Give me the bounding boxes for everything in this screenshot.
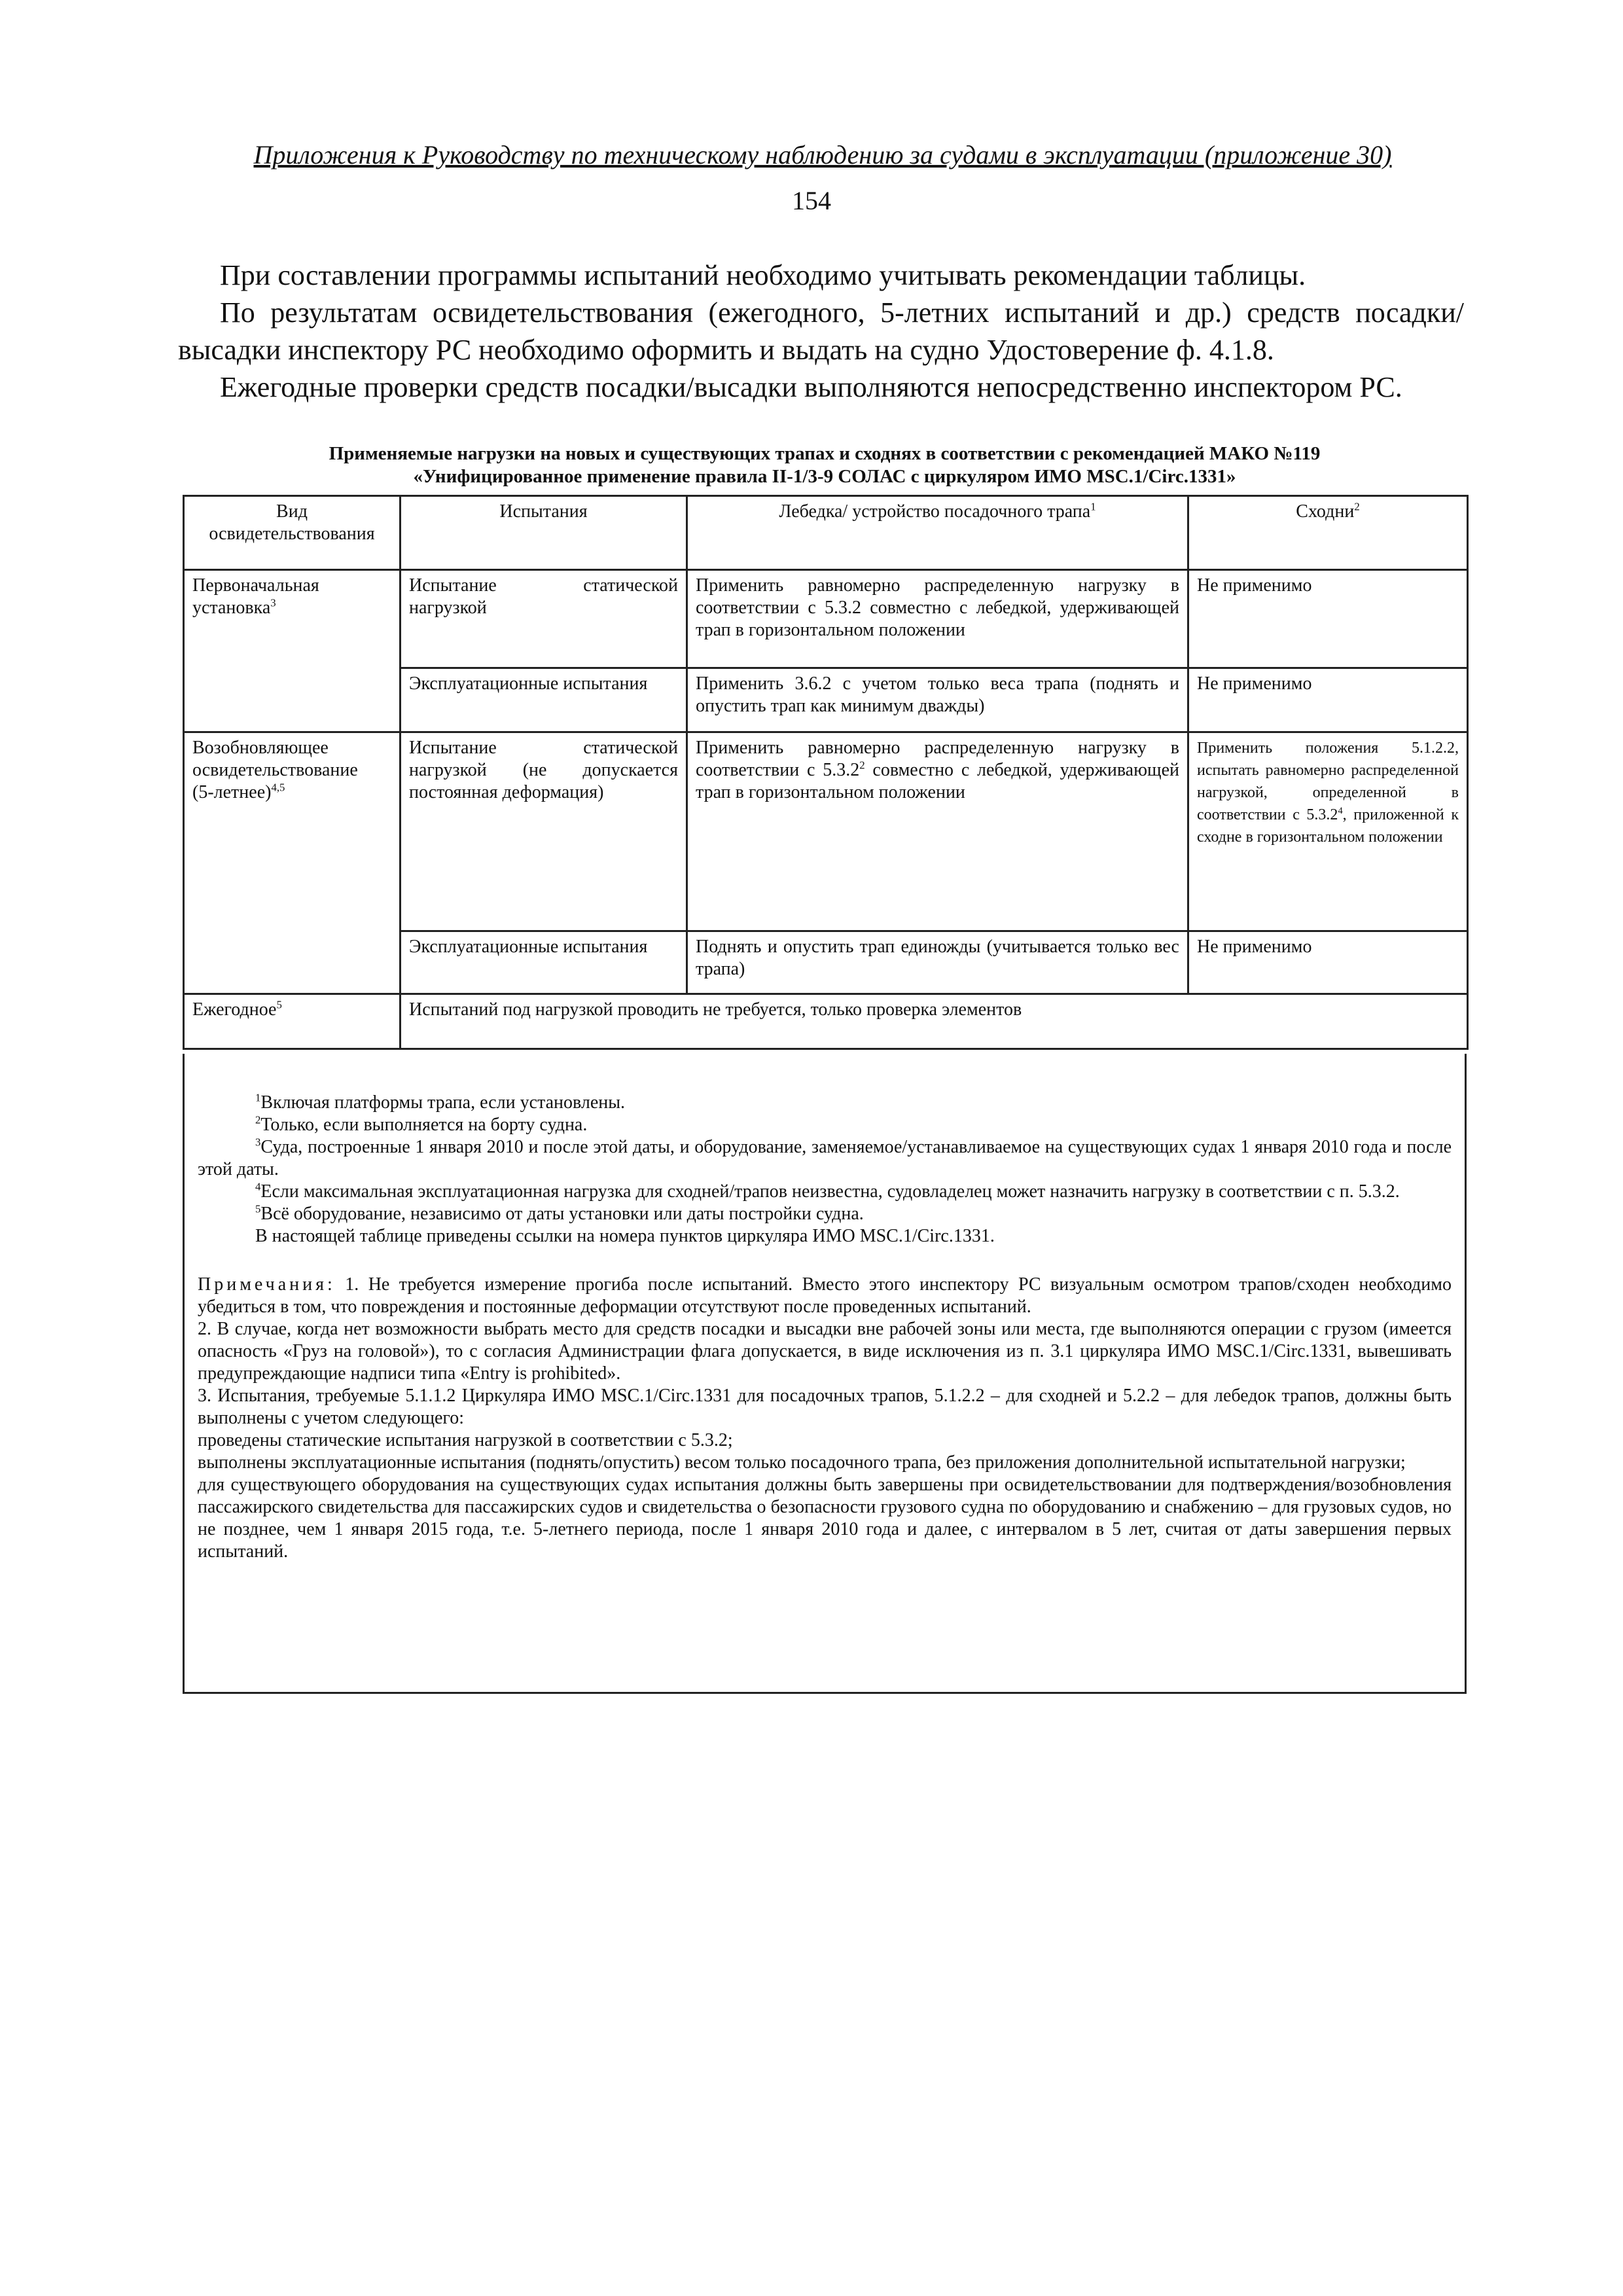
footnote bbox=[198, 1136, 1452, 1181]
header-winch bbox=[687, 496, 1188, 570]
remark: выполнены эксплуатационные испытания (поднять/опустить) весом только посадочного трапа, без приложения дополнительной испытательной нагрузки; bbox=[198, 1452, 1406, 1473]
remark: проведены статические испытания нагрузкой в соответствии с 5.3.2; bbox=[198, 1430, 733, 1450]
footnote-text: В настоящей таблице приведены ссылки на номера пунктов циркуляра ИМО MSC.1/Circ.1331. bbox=[255, 1226, 995, 1246]
loads-table bbox=[183, 495, 1469, 1050]
remark bbox=[198, 1274, 1452, 1318]
table-header-row bbox=[184, 496, 1468, 570]
winch-cell: Применить 3.6.2 с учетом только веса трапа (поднять и опустить трап как минимум дважды) bbox=[687, 668, 1188, 732]
footnote-mark: 2 bbox=[255, 1113, 261, 1126]
row-label-renewal bbox=[184, 732, 401, 994]
footnote-text: Только, если выполняется на борту судна. bbox=[260, 1115, 588, 1135]
remark-text: 1. Не требуется измерение прогиба после испытаний. Вместо этого инспектору РС визуальным осмотром трапов/сходен необходимо убедиться в том, что повреждения и постоянные деформации отсутствуют после проведенных испытаний. bbox=[198, 1274, 1452, 1317]
intro-paragraph: Ежегодные проверки средств посадки/высадки выполняются непосредственно инспектором РС. bbox=[220, 371, 1402, 403]
remark: 3. Испытания, требуемые 5.1.1.2 Циркуляра ИМО MSC.1/Circ.1331 для посадочных трапов, 5.1.2.2 – для сходней и 5.2.2 – для лебедок трапов, должны быть выполнены с учетом следующего: bbox=[198, 1386, 1452, 1428]
footnote-text: Всё оборудование, независимо от даты установки или даты постройки судна. bbox=[260, 1204, 864, 1224]
footnote-text: Включая платформы трапа, если установлены. bbox=[260, 1092, 626, 1113]
remark: для существующего оборудования на существующих судах испытания должны быть завершены при освидетельствовании для подтверждения/возобновления пассажирского свидетельства для пассажирских судов и свидетельства о безопасности грузового судна по оборудованию и снабжению – для грузовых судов, но не позднее, чем 1 января 2015 года, т.е. 5-летнего периода, после 1 января 2010 года и далее, с интервалом в 5 лет, считая от даты завершения первых испытаний. bbox=[198, 1475, 1452, 1562]
footnote-text: Если максимальная эксплуатационная нагрузка для сходней/трапов неизвестна, судовладелец может назначить нагрузку в соответствии с п. 5.3.2. bbox=[260, 1181, 1400, 1202]
table-row bbox=[184, 570, 1468, 668]
test-cell: Эксплуатационные испытания bbox=[401, 931, 687, 994]
test-cell: Эксплуатационные испытания bbox=[401, 668, 687, 732]
header-tests: Испытания bbox=[401, 496, 687, 570]
header-gangway bbox=[1188, 496, 1468, 570]
footnote-mark: 4 bbox=[255, 1180, 261, 1193]
remarks bbox=[198, 1274, 1452, 1563]
running-title: Приложения к Руководству по техническому наблюдению за судами в эксплуатации (приложение 30) bbox=[253, 140, 1392, 170]
footnote bbox=[198, 1092, 1452, 1114]
header-winch-label: Лебедка/ устройство посадочного трапа bbox=[779, 501, 1091, 522]
test-cell: Испытание статической нагрузкой (не допускается постоянная деформация) bbox=[401, 732, 687, 931]
row-label: Возобновляющее освидетельствование bbox=[192, 738, 358, 780]
notes-box bbox=[183, 1054, 1467, 1694]
header-survey-type: Вид освидетельствования bbox=[184, 496, 401, 570]
intro-text bbox=[178, 257, 1464, 406]
footnote-ref: 5 bbox=[276, 998, 282, 1011]
winch-text: Применить равномерно распределенную нагрузку в соответствии с 5.3.2 bbox=[696, 738, 1179, 780]
remark: 2. В случае, когда нет возможности выбрать место для средств посадки и высадки вне рабочей зоны или места, где выполняются операции с грузом (имеется опасность «Груз на головой»), то с согласия Администрации флага допускается, в виде исключения из п. 3.1 циркуляра ИМО MSC.1/Circ.1331, вывешивать предупреждающие надписи типа «Entry is prohibited». bbox=[198, 1319, 1452, 1384]
footnote-ref: 2 bbox=[1354, 500, 1360, 513]
intro-paragraph: По результатам освидетельствования (ежегодного, 5-летних испытаний и др.) средств посадки/высадки инспектору РС необходимо оформить и выдать на судно Удостоверение ф. 4.1.8. bbox=[178, 296, 1464, 366]
gangway-cell bbox=[1188, 732, 1468, 931]
gangway-cell: Не применимо bbox=[1188, 668, 1468, 732]
footnote-ref: 3 bbox=[270, 596, 276, 609]
winch-cell: Поднять и опустить трап единожды (учитывается только вес трапа) bbox=[687, 931, 1188, 994]
table-row bbox=[184, 732, 1468, 931]
footnote bbox=[198, 1203, 1452, 1225]
footnote-ref: 2 bbox=[859, 759, 865, 772]
footnote-mark: 1 bbox=[255, 1091, 261, 1104]
winch-cell bbox=[687, 732, 1188, 931]
gangway-text: Применить положения 5.1.2.2, испытать равномерно распределенной нагрузкой, определенной в соответствии с 5.3.2 bbox=[1197, 740, 1459, 823]
winch-cell: Применить равномерно распределенную нагрузку в соответствии с 5.3.2 совместно с лебедкой, удерживающей трап в горизонтальном положении bbox=[687, 570, 1188, 668]
page-number: 154 bbox=[792, 186, 831, 215]
annual-text: Испытаний под нагрузкой проводить не требуется, только проверка элементов bbox=[401, 994, 1468, 1049]
winch-text: совместно с лебедкой, удерживающей трап в горизонтальном положении bbox=[696, 760, 1180, 802]
footnote-ref: 1 bbox=[1090, 500, 1096, 513]
row-label: Первоначальная установка bbox=[192, 575, 319, 618]
header-gangway-label: Сходни bbox=[1296, 501, 1355, 522]
footnote-ref: 4,5 bbox=[271, 781, 285, 794]
table-caption-line: «Унифицированное применение правила II-1/3-9 СОЛАС с циркуляром ИМО MSC.1/Circ.1331» bbox=[413, 466, 1236, 487]
footnote-mark: 3 bbox=[255, 1136, 261, 1149]
footnote-ref: 4 bbox=[1338, 806, 1343, 816]
footnote bbox=[198, 1181, 1452, 1203]
gangway-cell: Не применимо bbox=[1188, 931, 1468, 994]
test-cell: Испытание статической нагрузкой bbox=[401, 570, 687, 668]
row-label-initial bbox=[184, 570, 401, 732]
row-label: Ежегодное bbox=[192, 999, 277, 1020]
footnote-text: Суда, построенные 1 января 2010 и после этой даты, и оборудование, заменяемое/устанавливаемое на существующих судах 1 января 2010 года и после этой даты. bbox=[198, 1137, 1452, 1179]
footnote-mark: 5 bbox=[255, 1202, 261, 1215]
table-row bbox=[184, 994, 1468, 1049]
remarks-label: Примечания: bbox=[198, 1274, 336, 1295]
gangway-text: , приложенной к сходне в горизонтальном положении bbox=[1197, 806, 1459, 846]
gangway-cell: Не применимо bbox=[1188, 570, 1468, 668]
row-label: (5-летнее) bbox=[192, 782, 272, 802]
table-caption-line: Применяемые нагрузки на новых и существующих трапах и сходнях в соответствии с рекомендацией МАКО №119 bbox=[329, 443, 1321, 464]
row-label-annual bbox=[184, 994, 401, 1049]
footnote bbox=[198, 1114, 1452, 1136]
footnote bbox=[198, 1225, 1452, 1247]
intro-paragraph: При составлении программы испытаний необходимо учитывать рекомендации таблицы. bbox=[220, 259, 1306, 291]
table-caption bbox=[183, 442, 1466, 488]
